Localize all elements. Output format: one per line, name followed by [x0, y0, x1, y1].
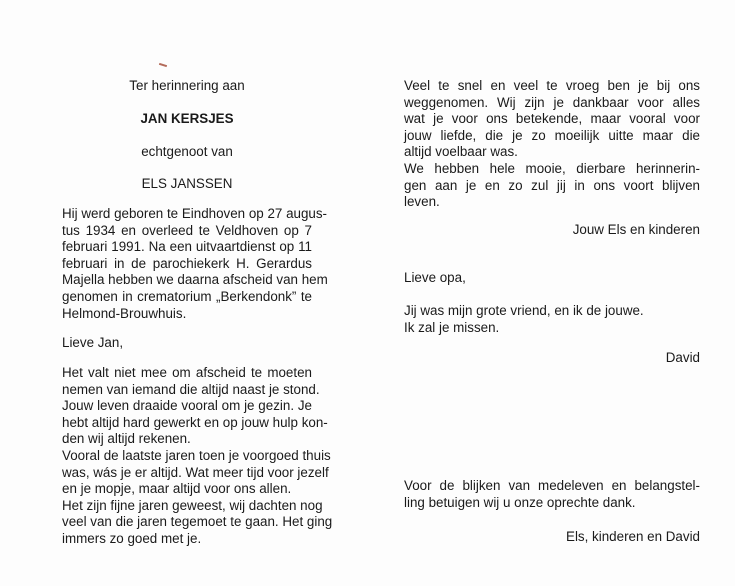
deceased-name: JAN KERSJES: [140, 111, 234, 126]
letter-line: Vooral de laatste jaren toen je voorgoed thuis: [62, 447, 331, 463]
poem-line: weggenomen. Wij zijn je dankbaar voor alles: [404, 94, 700, 110]
greeting-opa: Lieve opa,: [404, 270, 466, 285]
letter-line: immers zo goed met je.: [62, 530, 202, 546]
bio-line: februari in de parochiekerk H. Gerardus: [62, 255, 312, 271]
stray-mark: [159, 63, 167, 67]
bio-line: Majella hebben we daarna afscheid van hem: [62, 272, 328, 288]
bio-line: Helmond-Brouwhuis.: [62, 305, 187, 321]
poem-line: wat je voor ons betekende, maar vooral voor: [404, 111, 700, 127]
letter-line: en je mopje, maar altijd voor ons allen.: [62, 481, 292, 497]
letter-line: Het valt niet mee om afscheid te moeten: [62, 365, 312, 380]
bio-line: genomen in crematorium „Berkendonk” te: [62, 288, 312, 304]
thanks-line: Voor de blijken van medeleven en belangstel-: [404, 478, 700, 493]
note-line: Ik zal je missen.: [404, 320, 500, 335]
letter-line: den wij altijd rekenen.: [62, 431, 191, 447]
relation-text: echtgenoot van: [141, 144, 233, 159]
letter-line: was, wás je er altijd. Wat meer tijd voor jezelf: [62, 464, 329, 480]
letter-line: hebt altijd hard gewerkt en op jouw hulp kon-: [62, 414, 328, 430]
letter-line: veel van die jaren tegemoet te gaan. Het ging: [62, 514, 333, 530]
poem-line: gen aan je en zo zul jij in ons voort blijven: [404, 177, 700, 193]
biography-paragraph: [62, 206, 328, 322]
intro-text: Ter herinnering aan: [129, 78, 245, 93]
poem-line: jouw liefde, die je zo moeilijk uitte maar die: [404, 127, 700, 143]
letter-line: nemen van iemand die altijd naast je stond.: [62, 381, 320, 397]
letter-paragraph: [62, 365, 333, 548]
poem-paragraph: [404, 78, 700, 211]
poem-line: Veel te snel en veel te vroeg ben je bij ons: [404, 78, 700, 93]
poem-line: leven.: [404, 194, 440, 210]
greeting-jan: Lieve Jan,: [62, 335, 124, 350]
note-line: Jij was mijn grote vriend, en ik de jouwe.: [404, 303, 644, 318]
bio-line: Hij werd geboren te Eindhoven op 27 augus-: [62, 206, 328, 221]
bio-line: februari 1991. Na een uitvaartdienst op 11: [62, 239, 312, 255]
letter-line: Het zijn fijne jaren geweest, wij dachten nog: [62, 497, 323, 513]
signoff-all: Els, kinderen en David: [566, 529, 700, 544]
poem-line: altijd voelbaar was.: [404, 144, 518, 160]
spouse-name: ELS JANSSEN: [141, 176, 233, 191]
poem-line: We hebben hele mooie, dierbare herinnerin-: [404, 160, 700, 176]
thanks-paragraph: [404, 478, 700, 511]
signoff-family: Jouw Els en kinderen: [572, 222, 700, 237]
letter-line: Jouw leven draaide vooral om je gezin. Je: [62, 398, 312, 414]
bio-line: tus 1934 en overleed te Veldhoven op 7: [62, 222, 312, 238]
signoff-david: David: [665, 350, 700, 365]
thanks-line: ling betuigen wij u onze oprechte dank.: [404, 494, 636, 510]
